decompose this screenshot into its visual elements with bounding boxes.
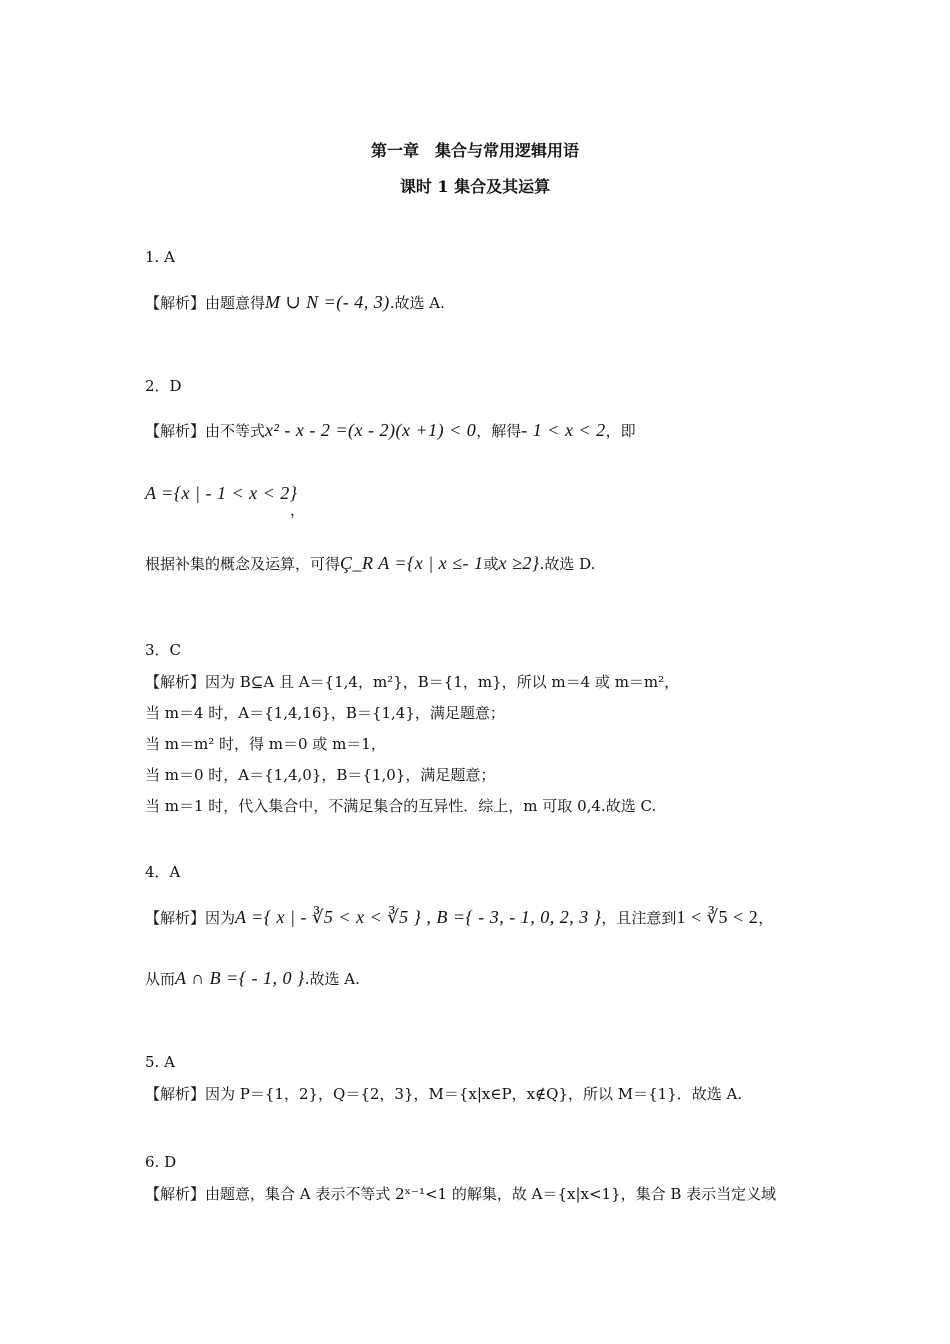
q4-p1-math2: 1 < ∛5 < 2 — [676, 907, 759, 927]
q1-prefix: 【解析】由题意得 — [145, 294, 266, 312]
q3-answer: 3．C — [145, 641, 182, 659]
q4-p1-prefix: 【解析】因为 — [145, 909, 236, 927]
q4-p2-prefix: 从而 — [145, 970, 176, 988]
q2-answer: 2．D — [145, 377, 182, 395]
q2-explanation-line2 — [145, 483, 297, 504]
lesson-title: 课时 1 集合及其运算 — [399, 177, 551, 196]
q4-p1-math: A ={ x | - ∛5 < x < ∛5 } , B ={ - 3, - 1, 0, 2, 3 } — [235, 907, 602, 927]
q4-p1-mid: ，且注意到 — [601, 909, 677, 927]
q1-explanation — [145, 292, 445, 313]
q2-p1-math1: x² - x - 2 =(x - 2)(x +1) < 0 — [265, 420, 477, 440]
q4-p2-suffix: .故选 A. — [304, 970, 360, 988]
q2-p3-math2: x ≥2} — [498, 553, 540, 573]
q2-p1-math2: - 1 < x < 2 — [521, 420, 606, 440]
q2-p3-mid: 或 — [483, 555, 499, 573]
q3-line-5: 当 m＝1 时，代入集合中，不满足集合的互异性．综上，m 可取 0,4.故选 C. — [145, 797, 657, 815]
q2-p2-math: A ={x | - 1 < x < 2} — [145, 483, 298, 503]
q6-explanation: 【解析】由题意，集合 A 表示不等式 2ˣ⁻¹<1 的解集，故 A＝{x|x<1}，集合 B 表示当定义域 — [145, 1185, 777, 1203]
q1-answer: 1. A — [145, 248, 175, 266]
q1-math: M ∪ N =(- 4, 3) — [265, 292, 390, 312]
q4-explanation-line1 — [145, 907, 773, 928]
q3-line-4: 当 m＝0 时，A＝{1,4,0}，B＝{1,0}，满足题意； — [145, 766, 496, 784]
q2-p1-prefix: 【解析】由不等式 — [145, 422, 266, 440]
q2-explanation-line1 — [145, 420, 636, 441]
q2-explanation-line3 — [145, 553, 595, 574]
q3-line-3: 当 m＝m² 时，得 m＝0 或 m＝1， — [145, 735, 386, 753]
q2-p3-prefix: 根据补集的概念及运算，可得 — [145, 555, 341, 573]
q5-answer: 5. A — [145, 1053, 175, 1071]
q3-line-2: 当 m＝4 时，A＝{1,4,16}，B＝{1,4}，满足题意； — [145, 704, 505, 722]
q2-p1-mid: ，解得 — [476, 422, 522, 440]
q4-p1-suffix: ， — [758, 909, 774, 927]
q2-p2-suffix: ， — [290, 501, 306, 519]
q3-line-1: 【解析】因为 B⊆A 且 A＝{1,4，m²}，B＝{1，m}，所以 m＝4 或 m＝m²， — [145, 673, 680, 691]
q4-answer: 4．A — [145, 863, 181, 881]
q6-answer: 6. D — [145, 1153, 177, 1171]
q4-p2-math: A ∩ B ={ - 1, 0 } — [175, 968, 305, 988]
q2-p1-suffix: ，即 — [605, 422, 636, 440]
q5-explanation: 【解析】因为 P＝{1，2}，Q＝{2，3}，M＝{x|x∈P，x∉Q}，所以 M＝{1}．故选 A. — [145, 1085, 743, 1103]
q4-explanation-line2 — [145, 968, 360, 989]
q1-suffix: .故选 A. — [389, 294, 445, 312]
q2-p3-math1: Ç_R A ={x | x ≤- 1 — [340, 553, 484, 573]
chapter-title: 第一章 集合与常用逻辑用语 — [370, 141, 579, 160]
q2-p3-suffix: .故选 D. — [539, 555, 596, 573]
